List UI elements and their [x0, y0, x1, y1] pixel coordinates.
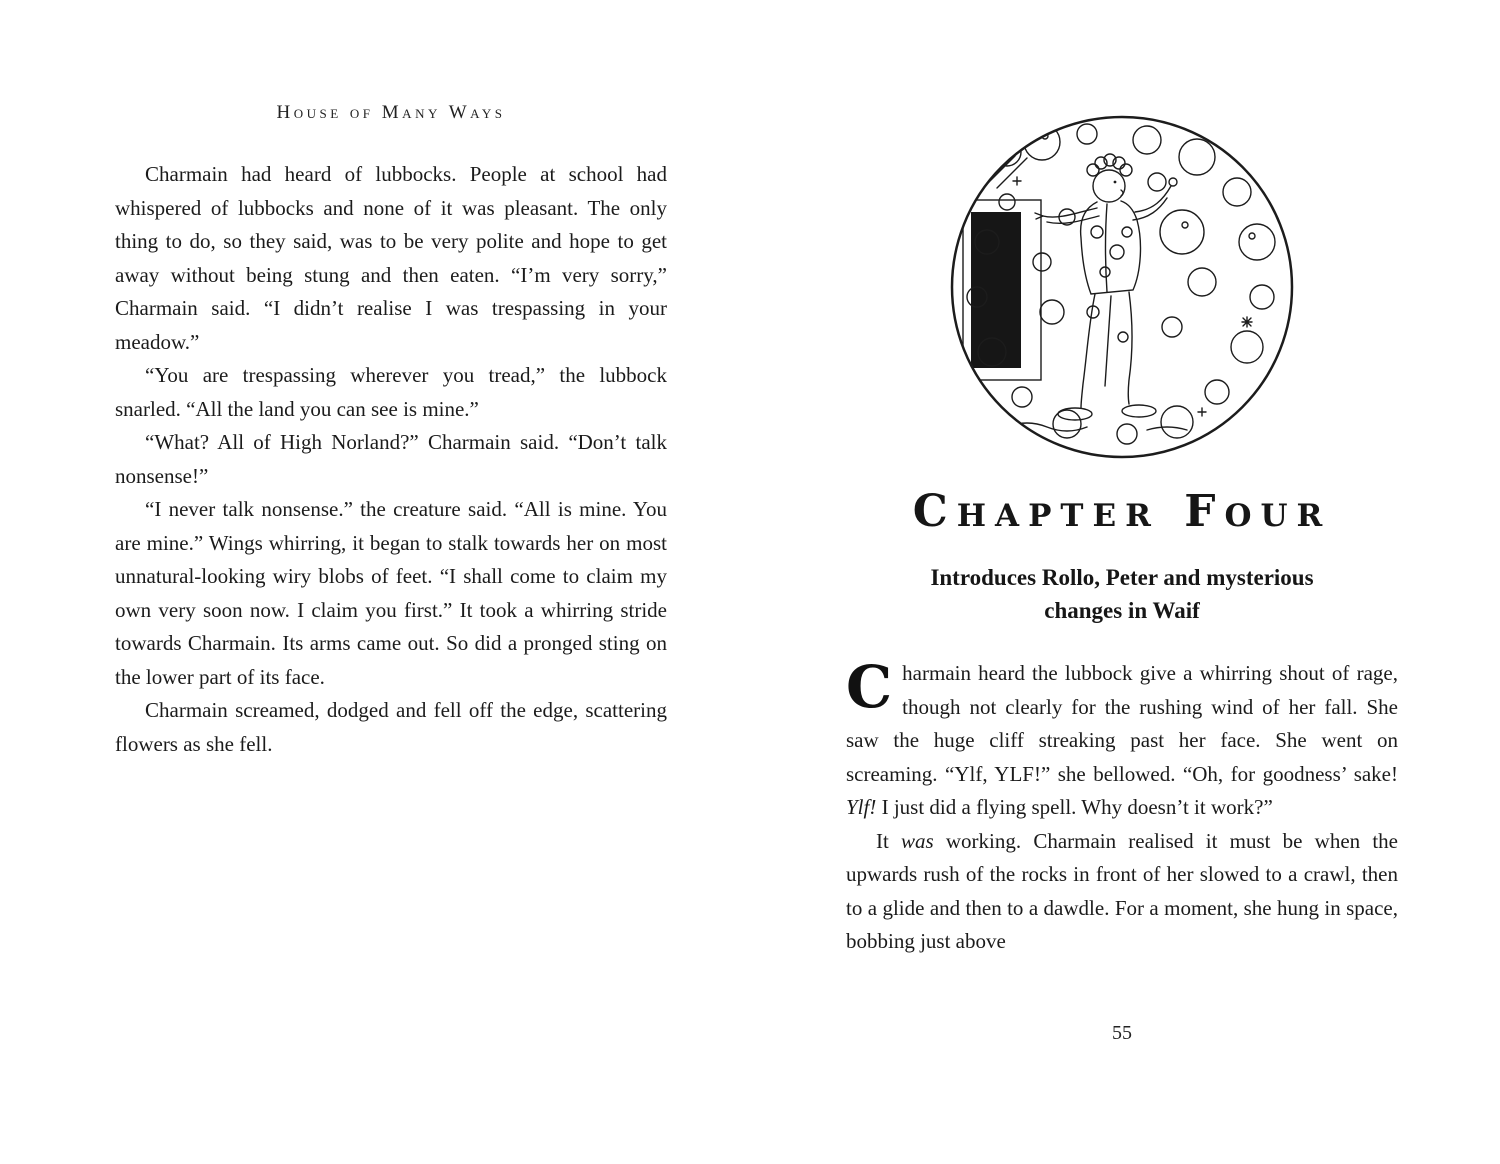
paragraph-1-text-end: I just did a flying spell. Why doesn’t it work?”	[876, 795, 1273, 819]
left-page	[115, 0, 667, 1164]
right-page	[846, 0, 1398, 1164]
running-header: House of Many Ways	[276, 102, 506, 123]
paragraph-1: Charmain had heard of lubbocks. People at school had whispered of lubbocks and none of it was pleasant. The only thing to do, so they said, was to be very polite and hope to get away without being stung and then eaten. “I’m very sorry,” Charmain said. “I didn’t realise I was trespassing in your meadow.”	[115, 162, 667, 354]
chapter-illustration	[947, 112, 1297, 462]
drop-cap: C	[846, 653, 893, 721]
paragraph-2: “You are trespassing wherever you tread,” the lubbock snarled. “All the land you can see is mine.”	[115, 363, 667, 421]
page-number: 55	[1112, 1022, 1132, 1044]
paragraph-1	[846, 653, 1398, 825]
chapter-subtitle-line-2: changes in Waif	[1044, 598, 1200, 623]
paragraph-2-italic: was	[901, 828, 934, 853]
paragraph-3: “What? All of High Norland?” Charmain said. “Don’t talk nonsense!”	[115, 430, 667, 488]
paragraph-2	[846, 825, 1398, 959]
chapter-subtitle-line-1: Introduces Rollo, Peter and mysterious	[930, 565, 1314, 590]
right-page-text	[846, 653, 1398, 959]
left-page-text	[115, 158, 667, 761]
paragraph-2-text-end: working. Charmain realised it must be when the upwards rush of the rocks in front of her slowed to a crawl, then to a glide and then to a dawdle. For a moment, she hung in space, bobbing just above	[846, 828, 1398, 953]
chapter-title: Chapter Four	[912, 486, 1332, 537]
chapter-subtitle	[846, 561, 1398, 627]
paragraph-1-italic: Ylf!	[846, 795, 877, 819]
paragraph-2-text: It	[876, 828, 902, 853]
paragraph-5: Charmain screamed, dodged and fell off the edge, scattering flowers as she fell.	[115, 698, 667, 756]
paragraph-1-text: harmain heard the lubbock give a whirring shout of rage, though not clearly for the rushing wind of her fall. She saw the huge cliff streaking past her face. She went on screaming. “Ylf, YLF!” she bellowed. “Oh, for goodness’ sake!	[846, 661, 1398, 786]
paragraph-4: “I never talk nonsense.” the creature said. “All is mine. You are mine.” Wings whirring, it began to stalk towards her on most unnatural-looking wiry blobs of feet. “I shall come to claim my own very soon now. I claim you first.” It took a whirring stride towards Charmain. Its arms came out. So did a pronged sting on the lower part of its face.	[115, 497, 667, 689]
